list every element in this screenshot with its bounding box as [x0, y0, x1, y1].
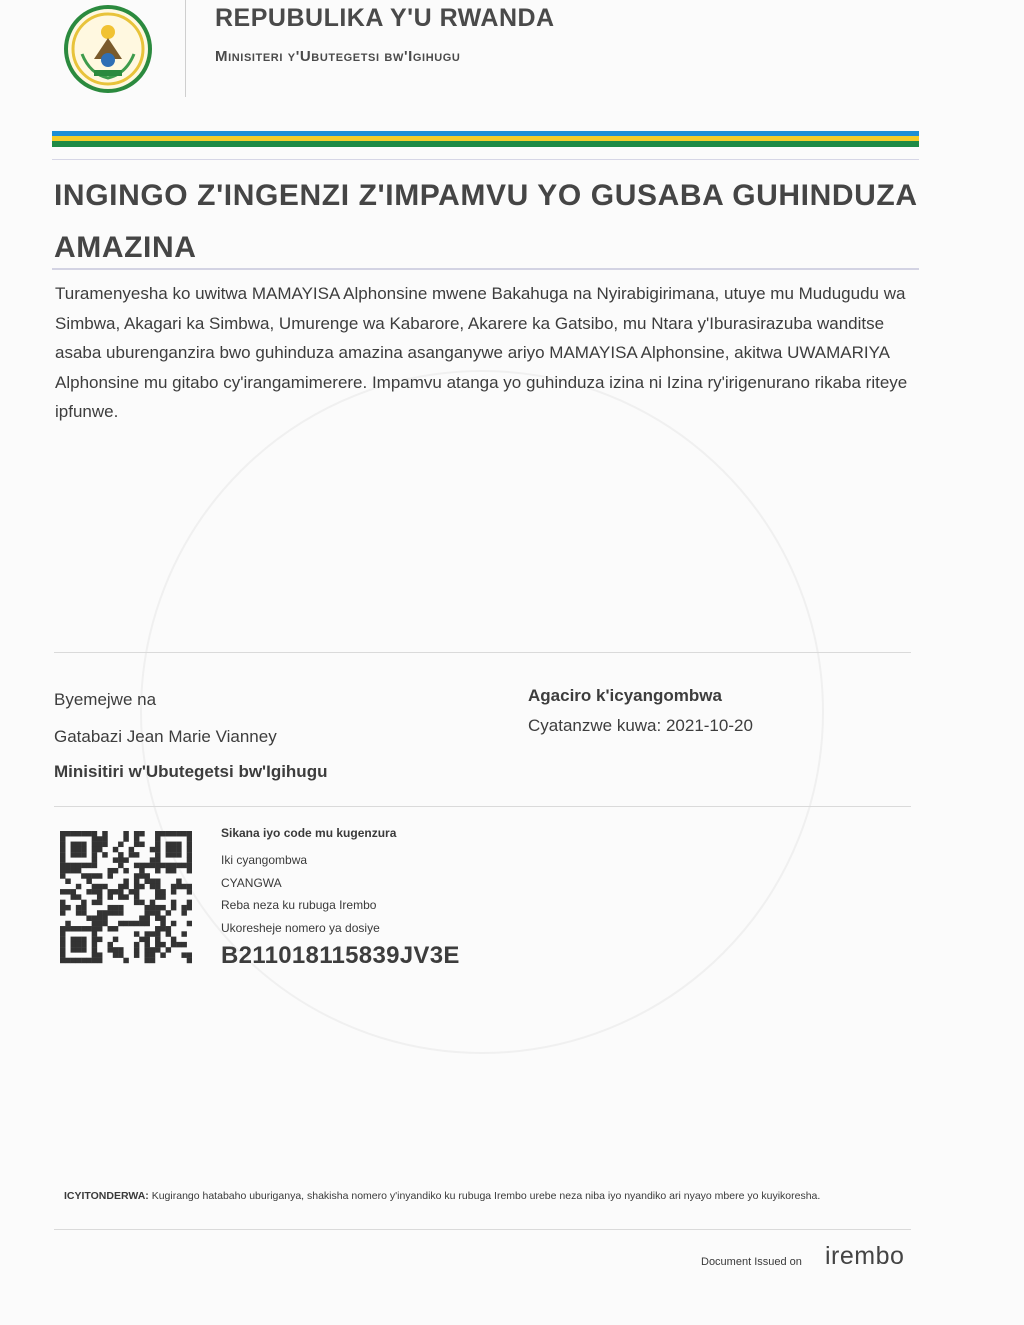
flag-stripe	[52, 131, 919, 147]
document-title: INGINGO Z'INGENZI Z'IMPAMVU YO GUSABA GUHINDUZA AMAZINA	[54, 179, 917, 264]
verification-line: Sikana iyo code mu kugenzura	[221, 826, 397, 840]
issued-by-label: Document Issued on	[701, 1256, 802, 1268]
document-body: Turamenyesha ko uwitwa MAMAYISA Alphonsine mwene Bakahuga na Nyirabigirimana, utuye mu Mudugudu wa Simbwa, Akagari ka Simbwa, Umurenge wa Kabarore, Akarere ka Gatsibo, mu Ntara y'Iburasirazuba wanditse asaba uburenganzira bwo guhinduza amazina asanganywe ariyo MAMAYISA Alphonsine, akitwa UWAMARIYA Alphonsine mu gitabo cy'irangamimerere. Impamvu atanga yo guhinduza izina ni Izina ry'irigenurano rikaba riteye ipfunwe.	[55, 284, 908, 421]
irembo-logo: irembo	[825, 1242, 905, 1270]
note-text: Kugirango hatabaho uburiganya, shakisha nomero y'inyandiko ku rubuga Irembo urebe neza niba iyo nyandiko ari nyayo mbere yo kuyikoresha.	[148, 1190, 821, 1202]
verification-line: CYANGWA	[221, 876, 282, 890]
issue-date: Cyatanzwe kuwa: 2021-10-20	[528, 716, 753, 735]
divider	[54, 1229, 911, 1230]
divider	[52, 268, 919, 270]
file-number: B211018115839JV3E	[221, 942, 460, 969]
qr-code-icon	[60, 831, 192, 964]
verification-line: Reba neza ku rubuga Irembo	[221, 898, 377, 912]
approved-by-label: Byemejwe na	[54, 690, 157, 709]
coat-of-arms-icon	[60, 4, 156, 94]
ministry-name: Minisiteri y'Ubutegetsi bw'Igihugu	[215, 48, 461, 65]
header-divider	[185, 0, 186, 97]
country-name: REPUBULIKA Y'U RWANDA	[215, 4, 555, 32]
divider	[54, 652, 911, 653]
verification-line: Iki cyangombwa	[221, 853, 308, 867]
divider	[52, 159, 919, 160]
approver-name: Gatabazi Jean Marie Vianney	[54, 727, 277, 746]
divider	[54, 806, 911, 807]
footer-note	[64, 1185, 904, 1207]
approver-title: Minisitiri w'Ubutegetsi bw'Igihugu	[54, 762, 328, 781]
verification-line: Ukoresheje nomero ya dosiye	[221, 921, 380, 935]
note-label: ICYITONDERWA:	[64, 1190, 149, 1202]
validity-label: Agaciro k'icyangombwa	[528, 686, 722, 705]
